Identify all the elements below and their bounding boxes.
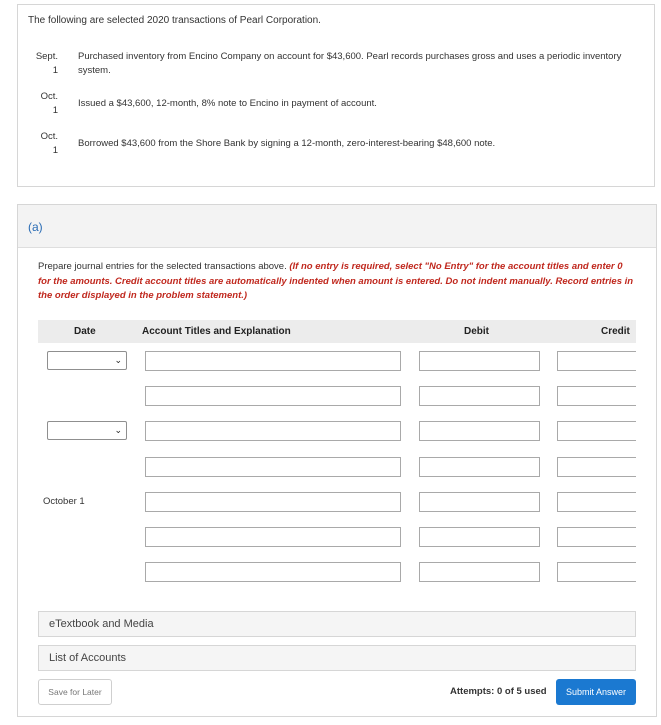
debit-input[interactable]: [419, 457, 540, 477]
save-for-later-button[interactable]: Save for Later: [38, 679, 112, 705]
transaction-month: Oct.: [40, 131, 58, 142]
credit-input[interactable]: [557, 457, 636, 477]
debit-input[interactable]: [419, 527, 540, 547]
part-label: (a): [28, 220, 43, 234]
transaction-description: Purchased inventory from Encino Company on account for $43,600. Pearl records purchases gross and uses a periodic inventory system.: [78, 51, 622, 76]
etextbook-media-bar[interactable]: [38, 611, 636, 637]
header-account: Account Titles and Explanation: [142, 326, 291, 337]
journal-table-header: [38, 320, 636, 343]
account-title-input[interactable]: [145, 527, 401, 547]
journal-row: [38, 561, 636, 583]
transaction-month: Sept.: [35, 51, 58, 62]
chevron-down-icon: ⌄: [114, 425, 122, 435]
account-title-input[interactable]: [145, 386, 401, 406]
journal-row: [38, 526, 636, 548]
attempts-counter: Attempts: 0 of 5 used: [450, 686, 547, 697]
list-of-accounts-bar[interactable]: [38, 645, 636, 671]
journal-row: [38, 385, 636, 407]
journal-row: [38, 456, 636, 478]
instructions: [38, 260, 636, 304]
credit-input[interactable]: [557, 492, 636, 512]
accounts-label: List of Accounts: [49, 652, 127, 664]
transaction-day: 1: [52, 145, 58, 156]
entry-date: October 1: [43, 496, 85, 507]
credit-input[interactable]: [557, 386, 636, 406]
debit-input[interactable]: [419, 386, 540, 406]
transaction-day: 1: [52, 65, 58, 76]
submit-answer-button[interactable]: Submit Answer: [556, 679, 636, 705]
instructions-emphasis: (If no entry is required, select "No Entry" for the account titles and enter 0 for the amounts. Credit account titles are automatically indented when amount is entered. Do not indent manually. Record entries in the order displayed in the problem statement.): [38, 261, 634, 301]
transaction-description: Borrowed $43,600 from the Shore Bank by signing a 12-month, zero-interest-bearing $48,600 note.: [78, 138, 496, 149]
journal-row: [38, 420, 636, 442]
account-title-input[interactable]: [145, 492, 401, 512]
transaction-date: [18, 90, 58, 118]
transaction-day: 1: [52, 105, 58, 116]
transaction-date: [18, 50, 58, 78]
etextbook-label: eTextbook and Media: [49, 618, 154, 630]
part-header: [18, 205, 656, 248]
transaction-date: [18, 130, 58, 158]
credit-input[interactable]: [557, 421, 636, 441]
debit-input[interactable]: [419, 421, 540, 441]
header-date: Date: [74, 326, 96, 337]
question-part-card: [17, 204, 657, 717]
instructions-plain: Prepare journal entries for the selected transactions above.: [38, 261, 290, 272]
problem-statement-card: [17, 4, 655, 187]
debit-input[interactable]: [419, 492, 540, 512]
account-title-input[interactable]: [145, 562, 401, 582]
debit-input[interactable]: [419, 351, 540, 371]
problem-intro: The following are selected 2020 transactions of Pearl Corporation.: [28, 15, 321, 26]
account-title-input[interactable]: [145, 351, 401, 371]
journal-row: [38, 491, 636, 513]
header-debit: Debit: [464, 326, 489, 337]
account-title-input[interactable]: [145, 457, 401, 477]
journal-row: [38, 350, 636, 372]
credit-input[interactable]: [557, 351, 636, 371]
date-select[interactable]: [47, 351, 127, 370]
chevron-down-icon: ⌄: [114, 355, 122, 365]
date-select[interactable]: [47, 421, 127, 440]
debit-input[interactable]: [419, 562, 540, 582]
account-title-input[interactable]: [145, 421, 401, 441]
credit-input[interactable]: [557, 527, 636, 547]
transaction-month: Oct.: [40, 91, 58, 102]
header-credit: Credit: [601, 326, 630, 337]
transaction-description: Issued a $43,600, 12-month, 8% note to Encino in payment of account.: [78, 98, 377, 109]
credit-input[interactable]: [557, 562, 636, 582]
